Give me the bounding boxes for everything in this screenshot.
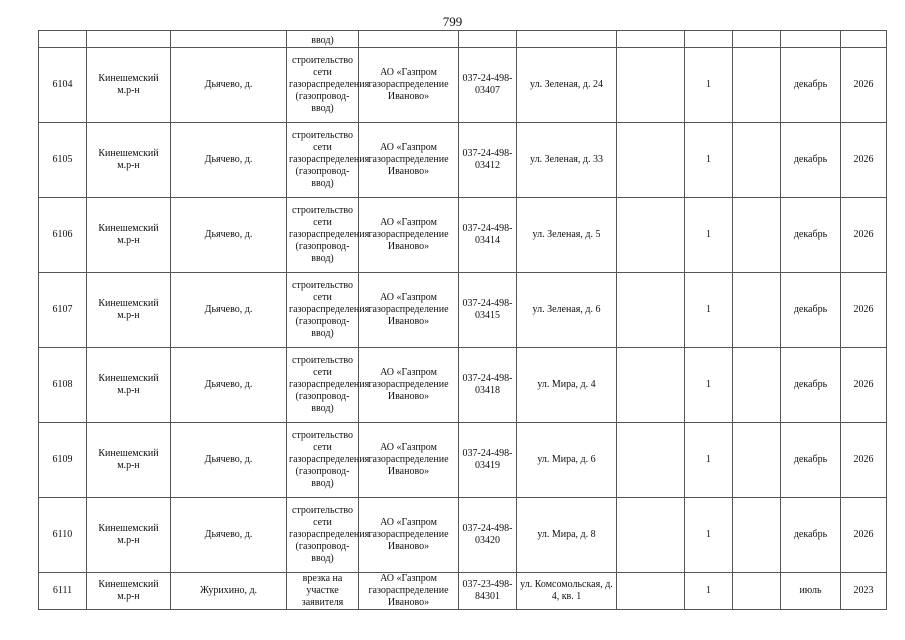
month-cell: июль xyxy=(781,573,841,610)
empty-cell xyxy=(733,48,781,123)
table-row xyxy=(39,198,887,273)
organization-cell: АО «Газпром газораспределение Иваново» xyxy=(359,573,459,610)
table-row xyxy=(39,273,887,348)
work-type-cell: ввод) xyxy=(287,31,359,48)
district-cell: Кинешемский м.р-н xyxy=(87,573,171,610)
table-row xyxy=(39,348,887,423)
district-cell: Кинешемский м.р-н xyxy=(87,273,171,348)
organization-cell: АО «Газпром газораспределение Иваново» xyxy=(359,123,459,198)
empty-cell xyxy=(733,123,781,198)
empty-cell xyxy=(733,423,781,498)
row-number-cell: 6109 xyxy=(39,423,87,498)
empty-cell xyxy=(733,198,781,273)
data-table xyxy=(38,30,887,610)
work-type-cell: врезка на участке заявителя xyxy=(287,573,359,610)
address-cell: ул. Зеленая, д. 33 xyxy=(517,123,617,198)
month-cell: декабрь xyxy=(781,48,841,123)
empty-cell xyxy=(617,123,685,198)
year-cell: 2026 xyxy=(841,273,887,348)
month-cell: декабрь xyxy=(781,498,841,573)
empty-cell xyxy=(733,573,781,610)
code-cell: 037-24-498-03412 xyxy=(459,123,517,198)
page-number: 799 xyxy=(442,14,463,29)
organization-cell: АО «Газпром газораспределение Иваново» xyxy=(359,423,459,498)
continuation-row xyxy=(39,31,887,48)
quantity-cell: 1 xyxy=(685,348,733,423)
year-cell: 2026 xyxy=(841,423,887,498)
empty-cell xyxy=(733,498,781,573)
row-number-cell: 6104 xyxy=(39,48,87,123)
address-cell: ул. Мира, д. 4 xyxy=(517,348,617,423)
locality-cell: Журихино, д. xyxy=(171,573,287,610)
month-cell: декабрь xyxy=(781,348,841,423)
district-cell: Кинешемский м.р-н xyxy=(87,498,171,573)
organization-cell: АО «Газпром газораспределение Иваново» xyxy=(359,198,459,273)
row-number-cell: 6110 xyxy=(39,498,87,573)
locality-cell: Дьячево, д. xyxy=(171,423,287,498)
year-cell: 2026 xyxy=(841,348,887,423)
code-cell: 037-24-498-03407 xyxy=(459,48,517,123)
row-number-cell: 6108 xyxy=(39,348,87,423)
row-number-cell: 6111 xyxy=(39,573,87,610)
year-cell: 2026 xyxy=(841,198,887,273)
table-row xyxy=(39,423,887,498)
year-cell: 2026 xyxy=(841,123,887,198)
quantity-cell: 1 xyxy=(685,198,733,273)
address-cell: ул. Комсомольская, д. 4, кв. 1 xyxy=(517,573,617,610)
address-cell: ул. Зеленая, д. 6 xyxy=(517,273,617,348)
quantity-cell: 1 xyxy=(685,273,733,348)
locality-cell: Дьячево, д. xyxy=(171,123,287,198)
quantity-cell: 1 xyxy=(685,423,733,498)
work-type-cell: строительство сети газораспределения (газопровод-ввод) xyxy=(287,498,359,573)
code-cell: 037-24-498-03420 xyxy=(459,498,517,573)
address-cell: ул. Зеленая, д. 5 xyxy=(517,198,617,273)
table-row xyxy=(39,48,887,123)
quantity-cell: 1 xyxy=(685,498,733,573)
empty-cell xyxy=(617,498,685,573)
code-cell: 037-24-498-03414 xyxy=(459,198,517,273)
locality-cell: Дьячево, д. xyxy=(171,273,287,348)
quantity-cell: 1 xyxy=(685,123,733,198)
empty-cell xyxy=(733,273,781,348)
address-cell: ул. Мира, д. 6 xyxy=(517,423,617,498)
row-number-cell: 6106 xyxy=(39,198,87,273)
organization-cell: АО «Газпром газораспределение Иваново» xyxy=(359,48,459,123)
address-cell: ул. Мира, д. 8 xyxy=(517,498,617,573)
district-cell: Кинешемский м.р-н xyxy=(87,423,171,498)
month-cell: декабрь xyxy=(781,198,841,273)
organization-cell: АО «Газпром газораспределение Иваново» xyxy=(359,273,459,348)
row-number-cell: 6107 xyxy=(39,273,87,348)
empty-cell xyxy=(733,348,781,423)
code-cell: 037-24-498-03415 xyxy=(459,273,517,348)
table-row xyxy=(39,498,887,573)
locality-cell: Дьячево, д. xyxy=(171,498,287,573)
locality-cell: Дьячево, д. xyxy=(171,198,287,273)
empty-cell xyxy=(617,273,685,348)
year-cell: 2026 xyxy=(841,498,887,573)
empty-cell xyxy=(617,423,685,498)
work-type-cell: строительство сети газораспределения (газопровод-ввод) xyxy=(287,198,359,273)
month-cell: декабрь xyxy=(781,123,841,198)
row-number-cell: 6105 xyxy=(39,123,87,198)
quantity-cell: 1 xyxy=(685,48,733,123)
organization-cell: АО «Газпром газораспределение Иваново» xyxy=(359,498,459,573)
district-cell: Кинешемский м.р-н xyxy=(87,198,171,273)
table-row xyxy=(39,123,887,198)
month-cell: декабрь xyxy=(781,273,841,348)
empty-cell xyxy=(617,198,685,273)
work-type-cell: строительство сети газораспределения (газопровод-ввод) xyxy=(287,423,359,498)
district-cell: Кинешемский м.р-н xyxy=(87,48,171,123)
locality-cell: Дьячево, д. xyxy=(171,48,287,123)
year-cell: 2023 xyxy=(841,573,887,610)
locality-cell: Дьячево, д. xyxy=(171,348,287,423)
code-cell: 037-24-498-03419 xyxy=(459,423,517,498)
address-cell: ул. Зеленая, д. 24 xyxy=(517,48,617,123)
code-cell: 037-24-498-03418 xyxy=(459,348,517,423)
empty-cell xyxy=(617,48,685,123)
work-type-cell: строительство сети газораспределения (газопровод-ввод) xyxy=(287,348,359,423)
district-cell: Кинешемский м.р-н xyxy=(87,348,171,423)
code-cell: 037-23-498-84301 xyxy=(459,573,517,610)
work-type-cell: строительство сети газораспределения (газопровод-ввод) xyxy=(287,123,359,198)
month-cell: декабрь xyxy=(781,423,841,498)
district-cell: Кинешемский м.р-н xyxy=(87,123,171,198)
work-type-cell: строительство сети газораспределения (газопровод-ввод) xyxy=(287,48,359,123)
organization-cell: АО «Газпром газораспределение Иваново» xyxy=(359,348,459,423)
empty-cell xyxy=(617,573,685,610)
empty-cell xyxy=(617,348,685,423)
table-row xyxy=(39,573,887,610)
work-type-cell: строительство сети газораспределения (газопровод-ввод) xyxy=(287,273,359,348)
year-cell: 2026 xyxy=(841,48,887,123)
quantity-cell: 1 xyxy=(685,573,733,610)
